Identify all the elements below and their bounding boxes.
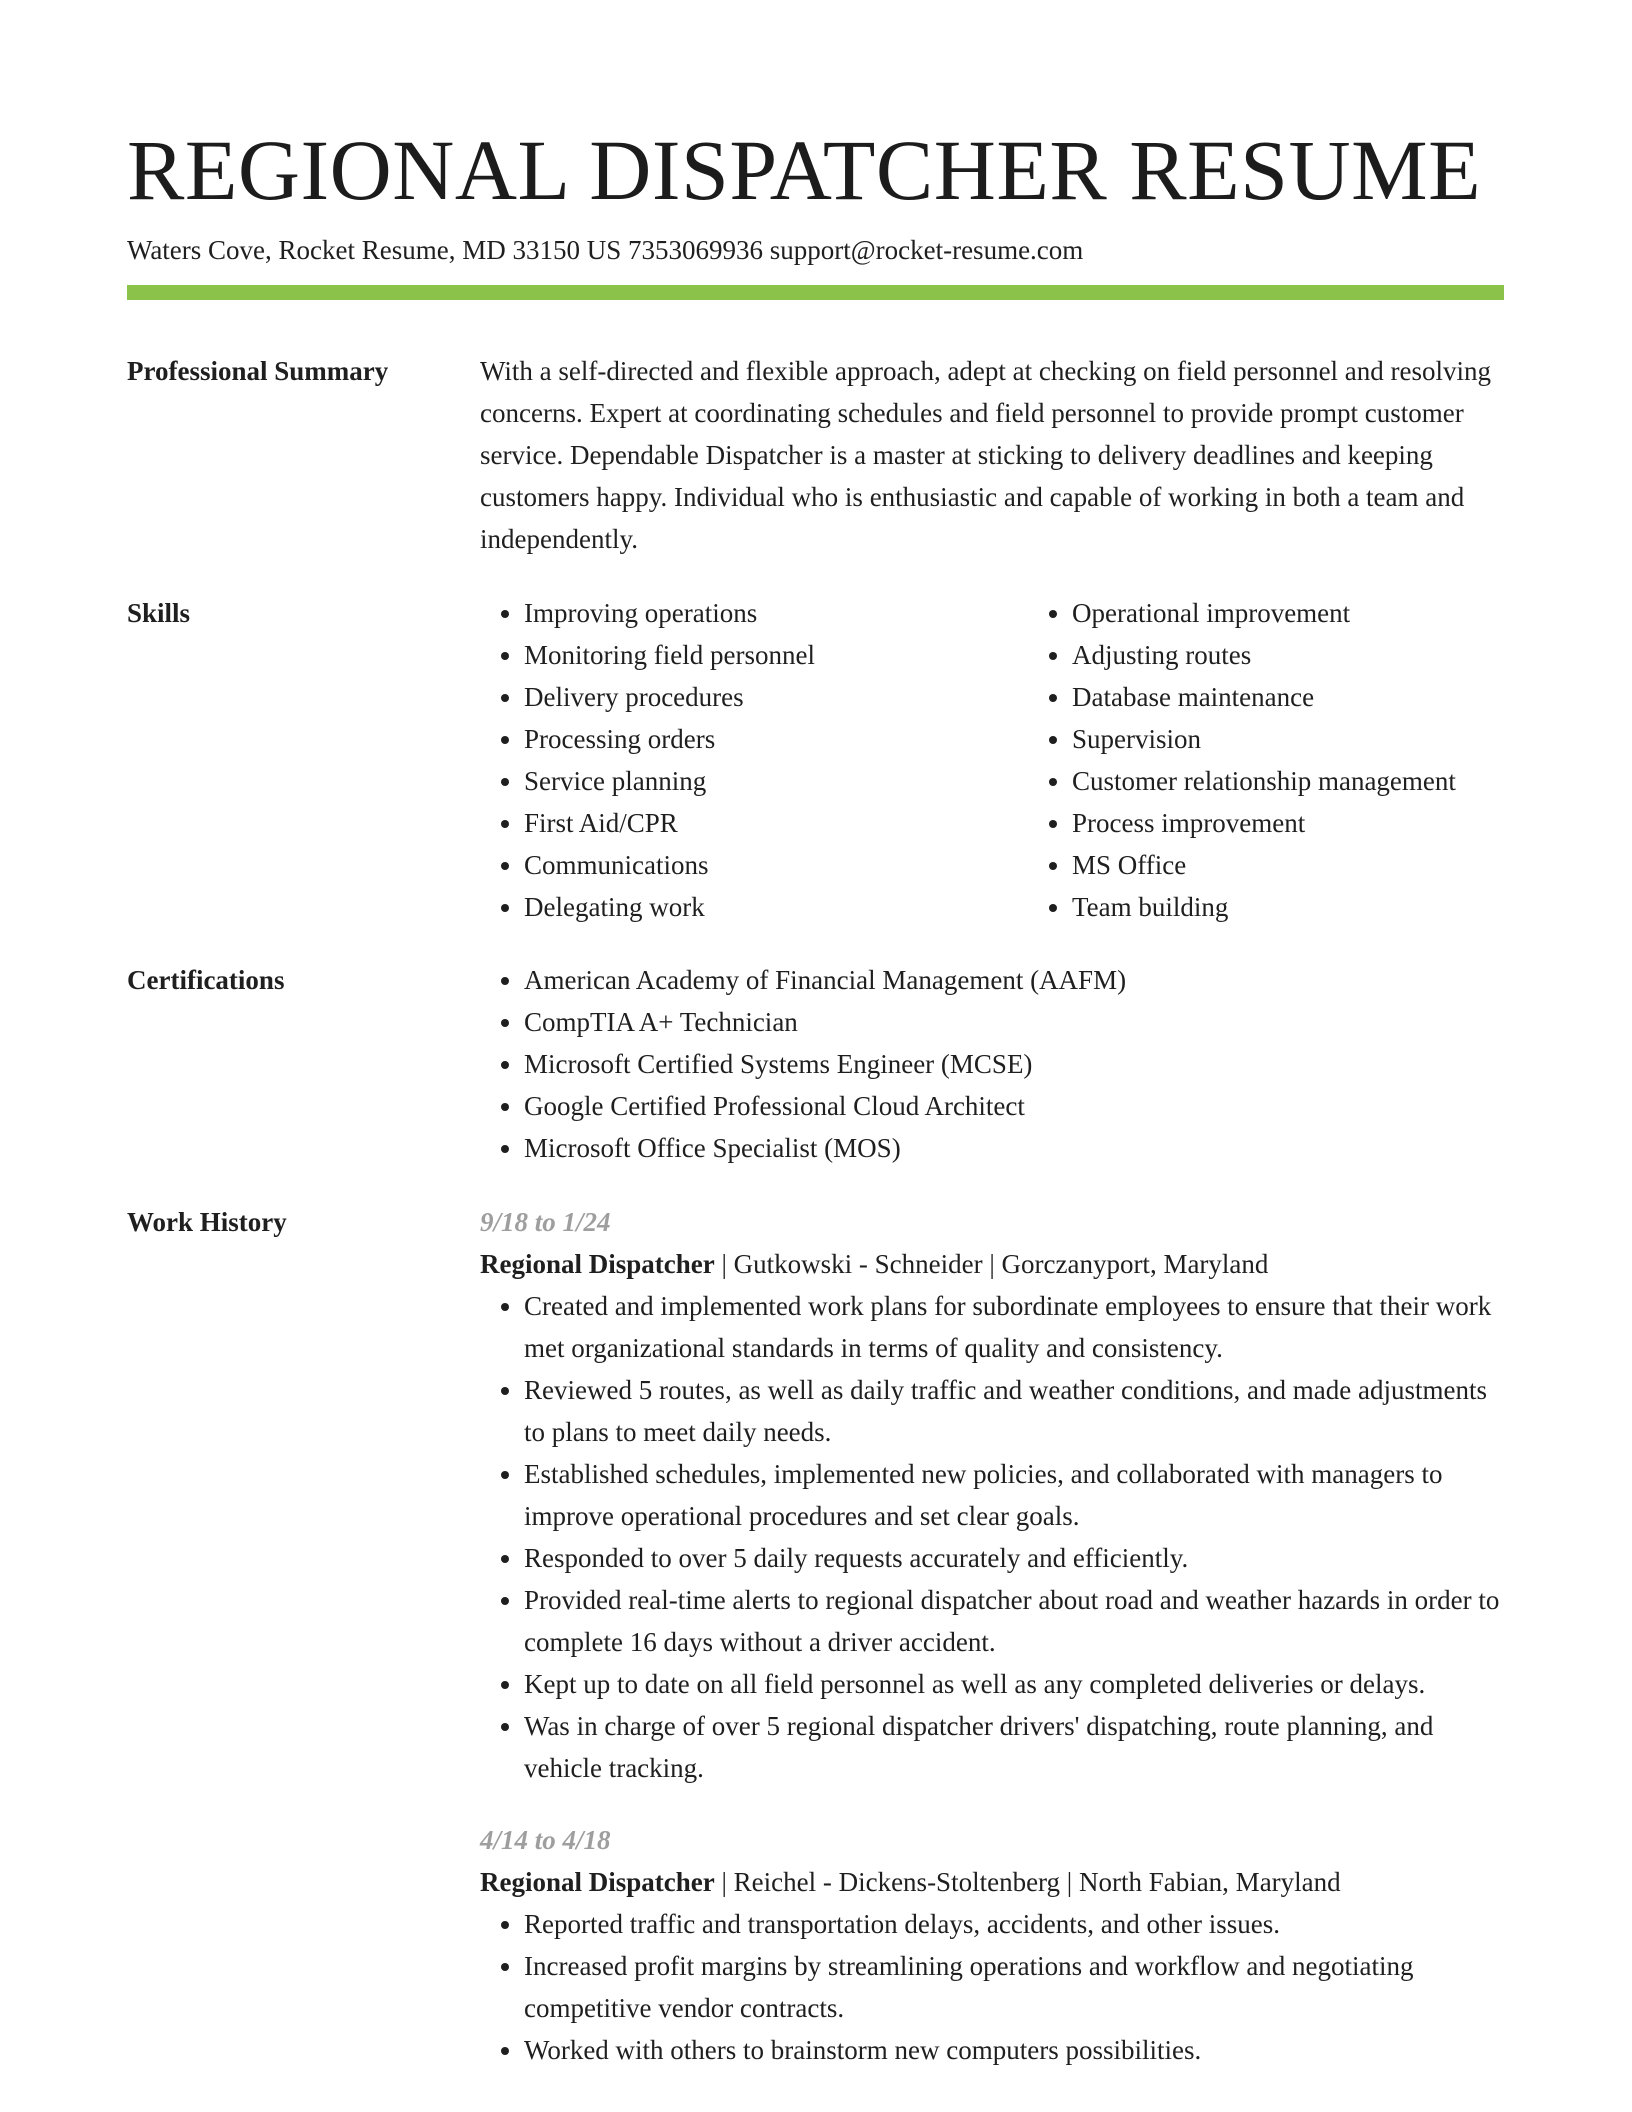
skill-item: • MS Office (1072, 844, 1456, 886)
job-bullet: • Worked with others to brainstorm new computers possibilities. (524, 2029, 1504, 2071)
certifications-heading: Certifications (127, 965, 285, 995)
certification-item: • Google Certified Professional Cloud Architect (524, 1085, 1504, 1127)
certifications-body (480, 959, 1504, 1169)
job-heading (480, 1243, 1504, 1285)
job-bullet: • Created and implemented work plans for subordinate employees to ensure that their work met organizational standards in terms of quality and consistency. (524, 1285, 1504, 1369)
job-bullet: • Increased profit margins by streamlining operations and workflow and negotiating competitive vendor contracts. (524, 1945, 1504, 2029)
skill-item: • Process improvement (1072, 802, 1456, 844)
work-history-section (127, 1201, 1504, 2071)
job-employer-location: | Gutkowski - Schneider | Gorczanyport, Maryland (714, 1249, 1269, 1279)
skill-item: • Delegating work (524, 886, 1028, 928)
summary-section (127, 350, 1504, 560)
certification-item: • Microsoft Office Specialist (MOS) (524, 1127, 1504, 1169)
skill-item: • Adjusting routes (1072, 634, 1456, 676)
resume-title: REGIONAL DISPATCHER RESUME (127, 122, 1482, 218)
certifications-section (127, 959, 1504, 1169)
skill-item: • Monitoring field personnel (524, 634, 1028, 676)
skill-item: • Database maintenance (1072, 676, 1456, 718)
job-title: Regional Dispatcher (480, 1867, 715, 1897)
contact-line: Waters Cove, Rocket Resume, MD 33150 US 7353069936 support@rocket-resume.com (127, 235, 1084, 265)
job-bullets (480, 1285, 1504, 1789)
job-dates: 4/14 to 4/18 (480, 1825, 611, 1855)
job-dates: 9/18 to 1/24 (480, 1207, 611, 1237)
skill-item: • Processing orders (524, 718, 1028, 760)
job-bullet: • Responded to over 5 daily requests accurately and efficiently. (524, 1537, 1504, 1579)
summary-text: With a self-directed and flexible approach, adept at checking on field personnel and resolving concerns. Expert at coordinating schedules and field personnel to provide prompt customer service. Dependable Dispatcher is a master at sticking to delivery deadlines and keeping customers happy. Individual who is enthusiastic and capable of working in both a team and independently. (480, 356, 1492, 554)
skills-body (480, 592, 1504, 928)
job-bullet: • Was in charge of over 5 regional dispatcher drivers' dispatching, route planning, and vehicle tracking. (524, 1705, 1504, 1789)
skill-item: • Delivery procedures (524, 676, 1028, 718)
skill-item: • Service planning (524, 760, 1028, 802)
skill-item: • Team building (1072, 886, 1456, 928)
job-employer-location: | Reichel - Dickens-Stoltenberg | North Fabian, Maryland (714, 1867, 1341, 1897)
certifications-list (480, 959, 1504, 1169)
job-bullet: • Provided real-time alerts to regional dispatcher about road and weather hazards in order to complete 16 days without a driver accident. (524, 1579, 1504, 1663)
job-entry (480, 1201, 1504, 1789)
job-title: Regional Dispatcher (480, 1249, 715, 1279)
skill-item: • Operational improvement (1072, 592, 1456, 634)
skill-item: • Improving operations (524, 592, 1028, 634)
work-history-heading: Work History (127, 1207, 287, 1237)
certification-item: • CompTIA A+ Technician (524, 1001, 1504, 1043)
skill-item: • First Aid/CPR (524, 802, 1028, 844)
job-bullet: • Kept up to date on all field personnel as well as any completed deliveries or delays. (524, 1663, 1504, 1705)
job-heading (480, 1861, 1504, 1903)
certification-item: • American Academy of Financial Management (AAFM) (524, 959, 1504, 1001)
job-bullet: • Established schedules, implemented new policies, and collaborated with managers to improve operational procedures and set clear goals. (524, 1453, 1504, 1537)
summary-body (480, 350, 1504, 560)
accent-divider (127, 285, 1504, 300)
skill-item: • Communications (524, 844, 1028, 886)
job-bullet: • Reviewed 5 routes, as well as daily traffic and weather conditions, and made adjustments to plans to meet daily needs. (524, 1369, 1504, 1453)
certification-item: • Microsoft Certified Systems Engineer (MCSE) (524, 1043, 1504, 1085)
job-bullets (480, 1903, 1504, 2071)
skills-list-right (1028, 592, 1456, 928)
skills-section (127, 592, 1504, 928)
resume-page (127, 118, 1504, 2071)
skills-heading: Skills (127, 598, 191, 628)
work-history-body (480, 1201, 1504, 2071)
skills-list-left (480, 592, 1028, 928)
skill-item: • Customer relationship management (1072, 760, 1456, 802)
job-entry (480, 1819, 1504, 2071)
skill-item: • Supervision (1072, 718, 1456, 760)
job-bullet: • Reported traffic and transportation delays, accidents, and other issues. (524, 1903, 1504, 1945)
summary-heading: Professional Summary (127, 356, 389, 386)
